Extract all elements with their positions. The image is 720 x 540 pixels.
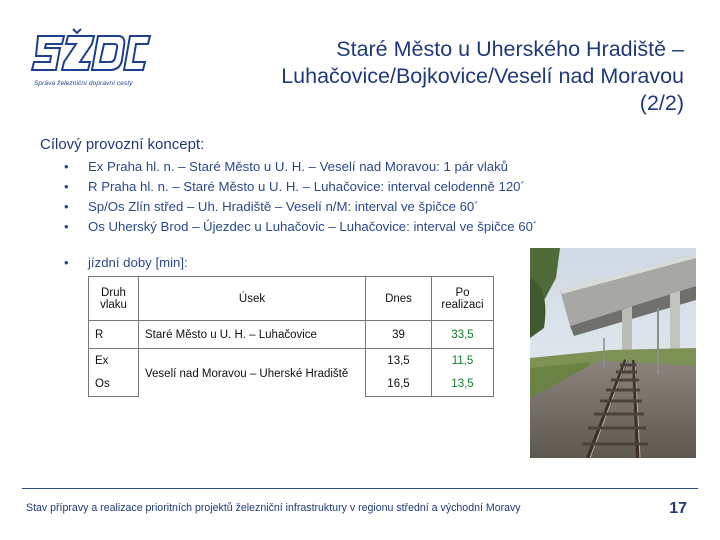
list-item <box>64 197 537 217</box>
page-title <box>164 36 684 117</box>
header-after: Po realizaci <box>432 277 494 321</box>
cell-after: 13,5 <box>432 373 494 397</box>
photo-illustration <box>530 248 696 458</box>
cell-section: Veselí nad Moravou – Uherské Hradiště <box>139 349 366 397</box>
header-today: Dnes <box>366 277 432 321</box>
title-line-3: (2/2) <box>639 91 684 115</box>
szdc-logo-mark <box>30 26 152 82</box>
header-section: Úsek <box>139 277 366 321</box>
table-header-row <box>89 277 494 321</box>
cell-type: Os <box>89 373 139 397</box>
title-line-2: Luhačovice/Bojkovice/Veselí nad Moravou <box>281 64 684 88</box>
cell-type: Ex <box>89 349 139 373</box>
table-row <box>89 321 494 349</box>
list-item-text: Os Uherský Brod – Újezdec u Luhačovic – Luhačovice: interval ve špičce 60´ <box>88 219 538 234</box>
bullet-icon: • <box>64 255 69 270</box>
cell-today: 16,5 <box>366 373 432 397</box>
bullet-icon: • <box>64 159 69 174</box>
travel-times-text: jízdní doby [min]: <box>88 255 188 270</box>
concept-heading: Cílový provozní koncept: <box>40 136 205 153</box>
list-item <box>64 177 537 197</box>
travel-times-table <box>88 276 494 397</box>
footer-divider <box>22 488 698 489</box>
list-item-text: R Praha hl. n. – Staré Město u U. H. – Luhačovice: interval celodenně 120´ <box>88 179 525 194</box>
header-train-type: Druh vlaku <box>89 277 139 321</box>
szdc-logo <box>30 26 152 94</box>
footer-text: Stav přípravy a realizace prioritních projektů železniční infrastruktury v regionu střední a východní Moravy <box>26 502 521 514</box>
bullet-icon: • <box>64 219 69 234</box>
concept-bullet-list <box>64 157 537 237</box>
table-row <box>89 349 494 373</box>
railway-bridge-photo <box>530 248 696 458</box>
cell-today: 39 <box>366 321 432 349</box>
cell-after: 11,5 <box>432 349 494 373</box>
list-item-text: Sp/Os Zlín střed – Uh. Hradiště – Veselí n/M: interval ve špičce 60´ <box>88 199 479 214</box>
list-item <box>64 217 537 237</box>
logo-subtitle: Správa železniční dopravní cesty <box>34 80 133 87</box>
bullet-icon: • <box>64 179 69 194</box>
title-line-1: Staré Město u Uherského Hradiště – <box>336 37 684 61</box>
bullet-icon: • <box>64 199 69 214</box>
list-item-text: Ex Praha hl. n. – Staré Město u U. H. – Veselí nad Moravou: 1 pár vlaků <box>88 159 509 174</box>
cell-type: R <box>89 321 139 349</box>
page-number: 17 <box>669 500 687 517</box>
cell-today: 13,5 <box>366 349 432 373</box>
cell-after: 33,5 <box>432 321 494 349</box>
travel-times-label <box>64 255 188 270</box>
cell-section: Staré Město u U. H. – Luhačovice <box>139 321 366 349</box>
list-item <box>64 157 537 177</box>
